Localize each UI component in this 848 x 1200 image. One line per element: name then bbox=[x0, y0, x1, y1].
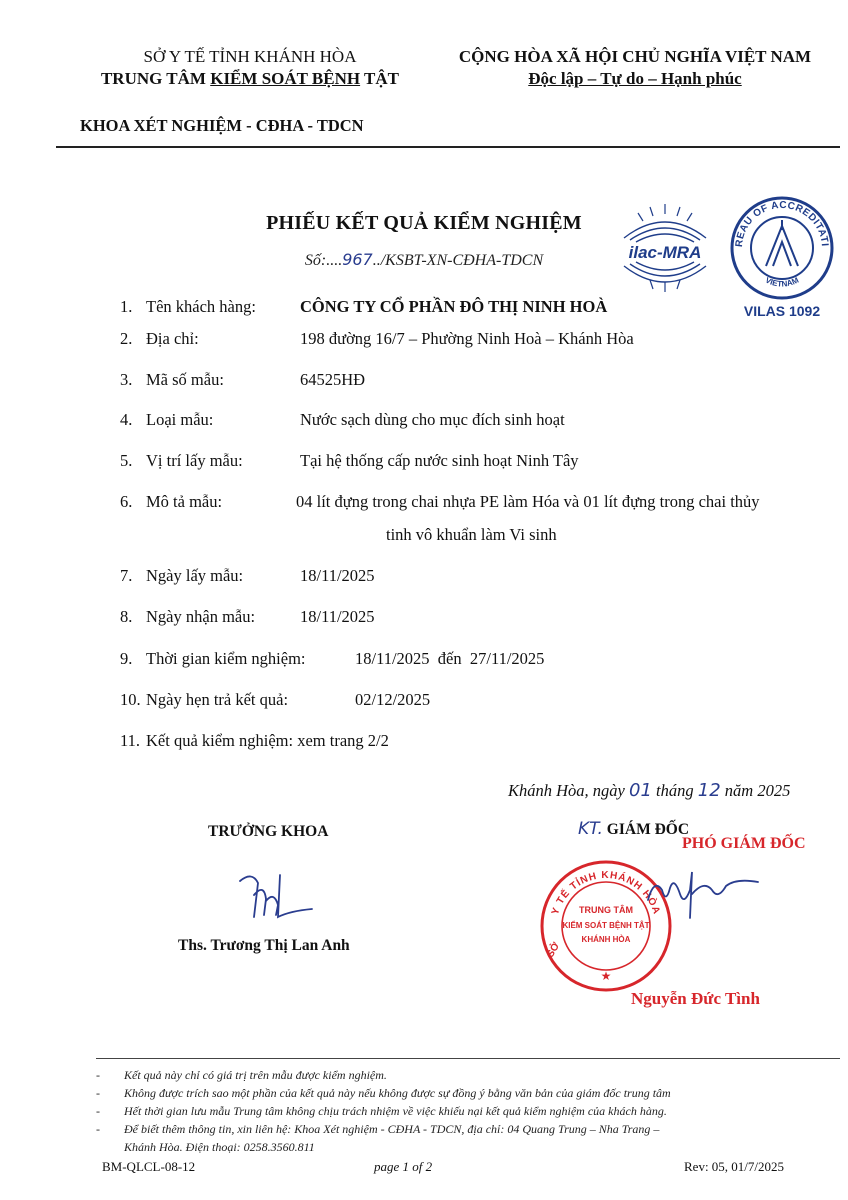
director-name: Nguyễn Đức Tình bbox=[631, 989, 760, 1008]
test-period-label: Thời gian kiểm nghiệm: bbox=[146, 649, 306, 668]
field-number: 3. bbox=[120, 370, 133, 389]
director-signature bbox=[640, 860, 760, 930]
head-of-department-title: TRƯỞNG KHOA bbox=[208, 823, 329, 840]
footnote-text: Khánh Hòa. Điện thoại: 0258.3560.811 bbox=[124, 1140, 315, 1154]
form-code: BM-QLCL-08-12 bbox=[102, 1159, 196, 1174]
field-number: 7. bbox=[120, 566, 133, 585]
field-number: 8. bbox=[120, 607, 133, 626]
director-title bbox=[578, 819, 689, 839]
footnote-item-cont bbox=[96, 1138, 816, 1156]
sample-code-label: Mã số mẫu: bbox=[146, 370, 224, 389]
sampling-location-value: Tại hệ thống cấp nước sinh hoạt Ninh Tây bbox=[300, 451, 579, 470]
date-day-handwritten: 01 bbox=[629, 780, 652, 801]
sampling-date-label: Ngày lấy mẫu: bbox=[146, 566, 244, 585]
date-month-handwritten: 12 bbox=[697, 780, 721, 801]
doc-number-prefix: Số:.... bbox=[304, 252, 343, 269]
doc-number-handwritten: 967 bbox=[342, 250, 373, 269]
address-value: 198 đường 16/7 – Phường Ninh Hoà – Khánh Hòa bbox=[300, 329, 634, 348]
footnote-text: Hết thời gian lưu mẫu Trung tâm không chịu trách nhiệm về việc khiếu nại kết quả kiểm nghiệm của khách hàng. bbox=[124, 1104, 667, 1118]
motto-text: Độc lập – Tự do – Hạnh phúc bbox=[528, 69, 742, 88]
date-line-mid: tháng bbox=[651, 781, 698, 800]
page-number: page 1 of 2 bbox=[374, 1159, 433, 1174]
field-number: 6. bbox=[120, 492, 133, 511]
return-date-label: Ngày hẹn trả kết quả: bbox=[146, 690, 289, 709]
health-department: SỞ Y TẾ TỈNH KHÁNH HÒA bbox=[143, 47, 357, 66]
date-line-pre: Khánh Hòa, ngày bbox=[508, 781, 629, 800]
footnotes bbox=[96, 1066, 816, 1156]
test-period-value: 18/11/2025 đến 27/11/2025 bbox=[355, 649, 545, 668]
document-title: PHIẾU KẾT QUẢ KIỂM NGHIỆM bbox=[266, 212, 582, 234]
date-line-post: năm 2025 bbox=[720, 781, 791, 800]
ilac-text: ilac-MRA bbox=[628, 243, 702, 262]
center-name-part2: KIỂM SOÁT BỆNH bbox=[210, 69, 361, 88]
footnote-item: - Không được trích sao một phần của kết quả này nếu không được sự đồng ý bằng văn bản của giám đốc trung tâm bbox=[96, 1086, 671, 1100]
address-label: Địa chỉ: bbox=[146, 329, 199, 348]
center-name-part3: TẬT bbox=[360, 69, 400, 88]
receipt-date-label: Ngày nhận mẫu: bbox=[146, 607, 256, 626]
footnote-item: - Hết thời gian lưu mẫu Trung tâm không chịu trách nhiệm về việc khiếu nại kết quả kiểm nghiệm của khách hàng. bbox=[96, 1104, 667, 1118]
field-number: 4. bbox=[120, 410, 133, 429]
vilas-top-text: REAU OF ACCREDITATI bbox=[733, 199, 830, 248]
kt-handwritten: KT. bbox=[578, 819, 603, 839]
deputy-director-title: PHÓ GIÁM ĐỐC bbox=[682, 835, 806, 852]
return-date-value: 02/12/2025 bbox=[355, 690, 431, 709]
footnote-text: Không được trích sao một phần của kết quả này nếu không được sự đồng ý bằng văn bản của giám đốc trung tâm bbox=[124, 1086, 671, 1100]
receipt-date-value: 18/11/2025 bbox=[300, 607, 375, 626]
date-line bbox=[508, 780, 790, 801]
department-name: KHOA XÉT NGHIỆM - CĐHA - TDCN bbox=[80, 116, 364, 135]
field-number: 10. bbox=[120, 690, 141, 709]
sample-description-value-cont: tinh vô khuẩn làm Vi sinh bbox=[386, 525, 557, 544]
footnote-item: - Để biết thêm thông tin, xin liên hệ: Khoa Xét nghiệm - CĐHA - TDCN, địa chỉ: 04 Quang Trung – Nha Trang – bbox=[96, 1122, 660, 1136]
seal-line3: KHÁNH HÒA bbox=[581, 935, 631, 944]
footnote-divider bbox=[96, 1058, 840, 1059]
sample-type-label: Loại mẫu: bbox=[146, 410, 214, 429]
footnote-text: Để biết thêm thông tin, xin liên hệ: Khoa Xét nghiệm - CĐHA - TDCN, địa chỉ: 04 Quang Trung – Nha Trang – bbox=[124, 1122, 660, 1136]
footnote-item: - Kết quả này chỉ có giá trị trên mẫu được kiểm nghiệm. bbox=[96, 1068, 387, 1082]
country-name: CỘNG HÒA XÃ HỘI CHỦ NGHĨA VIỆT NAM bbox=[458, 47, 812, 66]
customer-name: CÔNG TY CỔ PHẦN ĐÔ THỊ NINH HOÀ bbox=[300, 297, 608, 316]
field-number: 1. bbox=[120, 297, 133, 316]
field-number: 2. bbox=[120, 329, 133, 348]
sampling-date-value: 18/11/2025 bbox=[300, 566, 375, 585]
head-of-department-name: Ths. Trương Thị Lan Anh bbox=[178, 937, 350, 954]
sample-code-value: 64525HĐ bbox=[300, 370, 366, 389]
field-number: 5. bbox=[120, 451, 133, 470]
sample-type-value: Nước sạch dùng cho mục đích sinh hoạt bbox=[300, 410, 565, 429]
sample-description-value: 04 lít đựng trong chai nhựa PE làm Hóa và 01 lít đựng trong chai thủy bbox=[296, 492, 760, 511]
svg-text:★: ★ bbox=[600, 969, 612, 983]
center-name-part1: TRUNG TÂM bbox=[100, 69, 211, 88]
footnote-text: Kết quả này chỉ có giá trị trên mẫu được kiểm nghiệm. bbox=[124, 1068, 387, 1082]
field-number: 11. bbox=[120, 731, 141, 750]
vilas-code: VILAS 1092 bbox=[743, 303, 821, 319]
sample-description-label: Mô tả mẫu: bbox=[146, 492, 223, 511]
revision-info: Rev: 05, 01/7/2025 bbox=[684, 1159, 785, 1174]
seal-line2: KIỂM SOÁT BỆNH TẬT bbox=[562, 921, 650, 930]
sampling-location-label: Vị trí lấy mẫu: bbox=[146, 451, 243, 470]
doc-number-suffix: ../KSBT-XN-CĐHA-TDCN bbox=[372, 252, 544, 269]
field-number: 9. bbox=[120, 649, 133, 668]
vilas-bottom-text: VIETNAM bbox=[763, 275, 801, 289]
director-role: GIÁM ĐỐC bbox=[606, 821, 690, 838]
head-of-department-signature bbox=[230, 865, 320, 925]
seal-line1: TRUNG TÂM bbox=[579, 905, 633, 915]
seal-side-text: SỞ bbox=[545, 940, 563, 960]
test-result-label: Kết quả kiểm nghiệm: xem trang 2/2 bbox=[146, 731, 389, 750]
customer-label: Tên khách hàng: bbox=[146, 297, 256, 316]
seal-arc-text: Y TẾ TỈNH KHÁNH HÒA bbox=[549, 869, 663, 917]
